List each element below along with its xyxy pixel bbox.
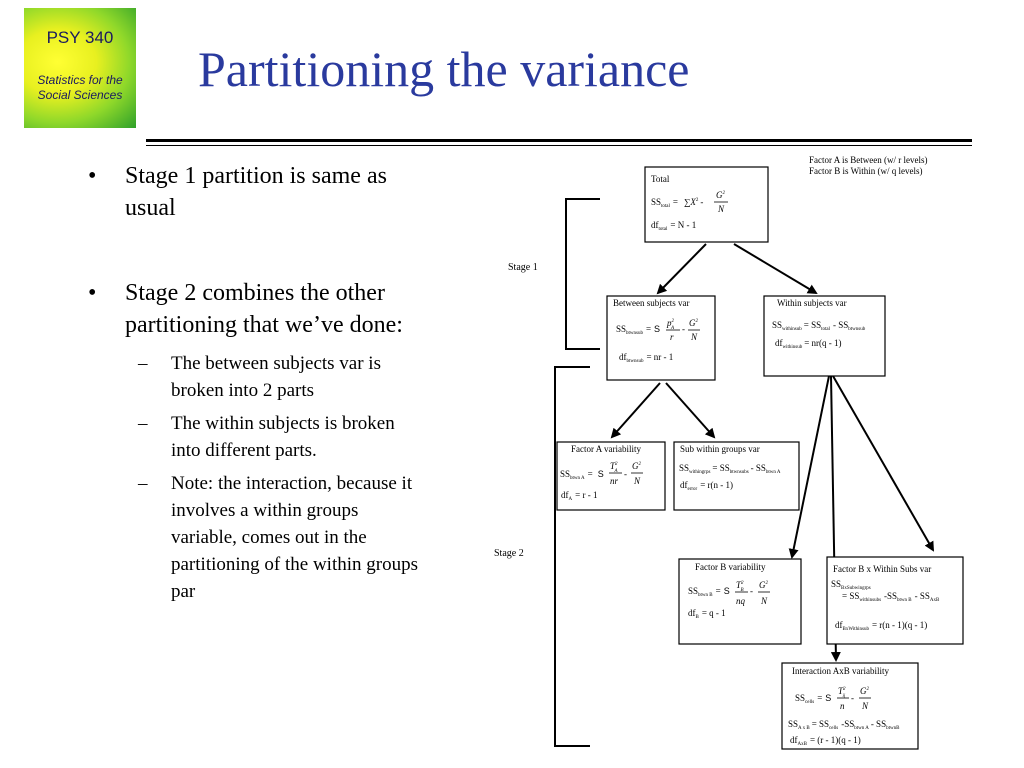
arrow-total-to-within [734,244,816,293]
total-num-sup: 2 [722,191,725,196]
bxwithin-eq3-sub: AxB [929,598,940,603]
sub-within-groups-box [674,442,799,510]
interaction-ss-sub: cells [805,700,815,705]
within-subjects-box [764,296,885,376]
bxwithin-df: df [835,620,843,630]
bxwithin-eq-sub: withinsubs [859,598,882,603]
interaction-ss2-sub: A x B [798,726,810,731]
between-num1-sub: A [671,326,675,331]
interaction-df-eq: = (r - 1)(q - 1) [809,735,861,745]
subwithin-eq: = SS [712,463,730,473]
factor-a-note: Factor A is Between (w/ r levels) [809,155,928,165]
factor-b-den2: N [761,596,768,606]
bullet-text-cont: partitioning that we’ve done: [125,312,403,338]
total-ss: SS [651,197,662,207]
bxwithin-df-sub: BxWithinsub [842,627,869,632]
interaction-num2-sup: 2 [866,687,869,692]
interaction-ss2: SS [788,719,799,729]
slide-title: Partitioning the variance [198,41,690,97]
factor-a-sum: S [597,469,604,479]
bullet-text: Stage 1 partition is same as [125,163,387,189]
factor-b-df-eq: = q - 1 [701,608,726,618]
factor-a-eq: = [587,469,593,479]
factor-a-num1-sub: A [614,469,618,474]
within-ss-sub: withinsub [782,327,802,332]
total-df-eq: = N - 1 [670,220,697,230]
interaction-sum: S [825,693,832,703]
factor-b-num2-sup: 2 [765,581,768,586]
factor-b-minus: - [750,586,753,596]
factor-a-num2: G [632,461,639,471]
interaction-num2: G [860,686,867,696]
arrow-total-to-between [658,244,706,293]
factor-b-df-sub: B [695,615,699,620]
between-den1: r [670,332,674,342]
between-num2: G [689,318,696,328]
factor-a-den1: nr [610,476,619,486]
interaction-eq4: - SS [870,719,887,729]
total-eq: = [672,197,678,207]
factor-a-num1: T [610,461,616,471]
between-df-eq: = nr - 1 [646,352,674,362]
arrow-between-to-factor-a [612,383,660,437]
dash-icon: – [138,413,148,434]
sub-bullet-line: par [171,581,196,602]
factor-b-num2: G [759,580,766,590]
sub-bullet-line: variable, comes out in the [171,527,367,548]
factor-a-df: df [561,490,569,500]
factor-a-title: Factor A variability [571,444,641,454]
factor-a-num2-sup: 2 [638,462,641,467]
total-ss-sub: total [661,204,670,209]
dash-icon: – [138,473,148,494]
sub-bullet-line: The within subjects is broken [171,413,395,434]
interaction-eq2: = SS [811,719,830,729]
stage2-label: Stage 2 [494,548,524,559]
factor-b-den1: nq [736,596,745,606]
factor-b-ss: SS [688,586,699,596]
interaction-num1-sup: 2 [843,687,846,692]
total-sigma: ∑X [683,197,696,207]
interaction-den1: n [840,701,845,711]
arrow-between-to-subwithin [666,383,714,437]
between-den2: N [691,332,698,342]
bullet-dot-icon: • [88,280,97,306]
factor-b-eq: = [715,586,721,596]
factor-b-sum: S [723,586,730,596]
bullet-text: Stage 2 combines the other [125,280,385,306]
arrow-within-to-bxwithin [833,376,933,550]
factor-b-ss-sub: btwn B [698,593,713,598]
total-df-sub: total [658,227,668,232]
interaction-box [782,663,918,749]
between-ss-sub: btwnsub [626,331,643,336]
factor-a-minus: - [624,469,627,479]
between-ss: SS [616,324,627,334]
interaction-df: df [790,735,798,745]
within-df: df [775,338,783,348]
sub-bullet-line: partitioning of the within groups [171,554,418,575]
within-eq2: - SS [832,320,849,330]
between-num1: p [667,318,672,328]
factor-a-box [557,442,665,510]
stage1-bracket [566,199,600,349]
subwithin-eq2-sub: btwn A [765,470,781,475]
interaction-eq3-sub: btwn A [854,726,869,731]
sub-bullet-line: The between subjects var is [171,353,381,374]
bxwithin-eq2: -SS [884,591,898,601]
factor-a-ss-sub: btwn A [570,476,585,481]
interaction-eq3: -SS [841,719,855,729]
within-eq: = SS [803,320,822,330]
interaction-title: Interaction AxB variability [792,666,889,676]
within-eq2-sub: btwnsub [848,327,866,332]
between-minus: - [682,324,685,334]
interaction-minus: - [851,693,854,703]
interaction-num1-sub: ij [842,694,846,699]
bxwithin-box [827,557,963,644]
sub-bullet-line: broken into 2 parts [171,380,315,401]
stage1-label: Stage 1 [508,262,538,273]
factor-b-num1-sub: B [740,588,744,593]
factor-b-num1: T [736,580,742,590]
sub-bullet-line: Note: the interaction, because it [171,473,413,494]
bxwithin-df-eq: = r(n - 1)(q - 1) [871,620,928,630]
total-minus: - [700,197,704,207]
interaction-den2: N [862,701,869,711]
factor-b-note: Factor B is Within (w/ q levels) [809,166,923,176]
total-sup: 2 [695,198,699,203]
dash-icon: – [138,353,148,374]
factor-b-num1-sup: 2 [741,581,744,586]
factor-b-box [679,559,801,644]
between-sum: S [654,324,661,334]
subwithin-df: df [680,480,688,490]
factor-a-df-eq: = r - 1 [575,490,598,500]
bxwithin-title: Factor B x Within Subs var [833,564,932,574]
interaction-num1: T [838,686,844,696]
stage2-bracket [555,367,590,746]
between-num2-sup: 2 [695,319,698,324]
bxwithin-ss-sub: BxSubwingrps [841,586,871,591]
sub-bullet-line: into different parts. [171,440,317,461]
total-box [645,167,768,242]
subwithin-eq-sub: btwnsubs [729,470,749,475]
total-den: N [718,204,725,214]
subwithin-eq2: - SS [750,463,766,473]
total-num: G [716,190,723,200]
within-eq-sub: total [821,327,830,332]
between-df: df [619,352,627,362]
between-title: Between subjects var [613,298,690,308]
sub-bullet-line: involves a within groups [171,500,359,521]
within-ss: SS [772,320,783,330]
course-subtitle-line2: Social Sciences [37,88,123,102]
factor-b-title: Factor B variability [695,562,766,572]
factor-a-df-sub: A [568,497,573,502]
course-subtitle-line1: Statistics for the [37,73,123,87]
bxwithin-eq3: - SS [914,591,930,601]
factor-b-df: df [688,608,696,618]
factor-a-ss: SS [560,469,571,479]
subwithin-ss-sub: withingrps [689,470,711,475]
subwithin-df-sub: error [687,487,698,492]
subwithin-ss: SS [679,463,690,473]
between-subjects-box [607,296,715,380]
interaction-df-sub: AxB [797,742,807,747]
bxwithin-eq: = SS [842,591,860,601]
total-df: df [651,220,659,230]
within-df-sub: withinsub [782,345,803,350]
subwithin-df-eq: = r(n - 1) [700,480,734,490]
subwithin-title: Sub within groups var [680,444,760,454]
bxwithin-eq2-sub: btwn B [897,598,912,603]
between-df-sub: btwnsub [626,359,644,364]
course-code: PSY 340 [46,28,114,47]
bxwithin-ss: SS [831,579,842,589]
factor-a-num1-sup: 2 [615,462,618,467]
factor-a-den2: N [634,476,641,486]
between-num1-sup: 2 [671,319,674,324]
bullet-dot-icon: • [88,163,97,189]
within-title: Within subjects var [777,298,847,308]
interaction-ss: SS [795,693,806,703]
within-df-eq: = nr(q - 1) [804,338,842,348]
interaction-eq4-sub: btwnB [886,726,900,731]
between-eq: = [645,324,652,334]
interaction-eq: = [817,693,823,703]
total-title: Total [651,174,670,184]
bullet-text-cont: usual [125,195,176,221]
interaction-eq2-sub: cells [829,726,839,731]
